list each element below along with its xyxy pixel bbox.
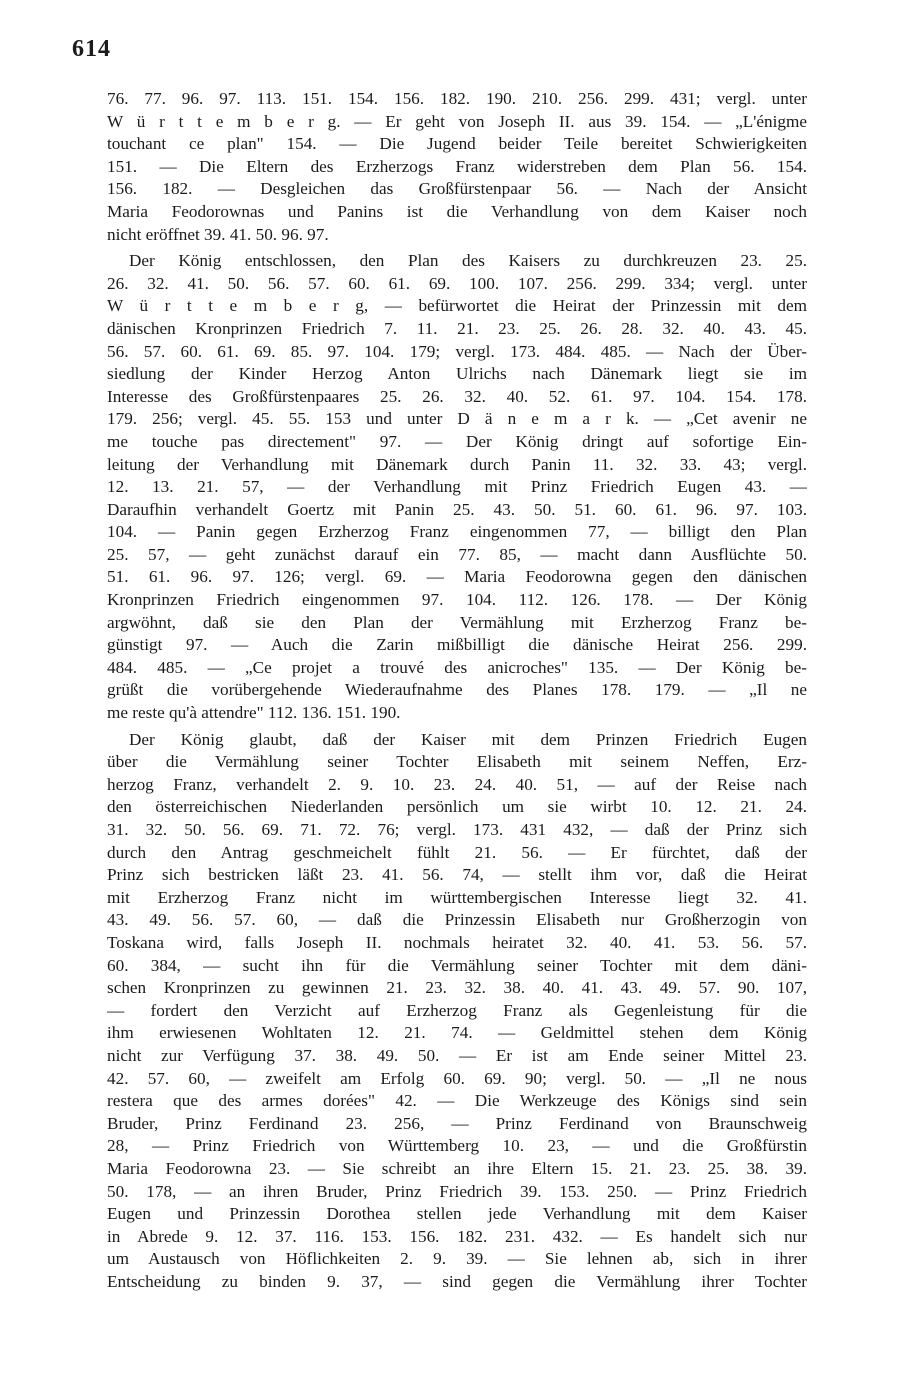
text-line: um Austausch von Höflichkeiten 2. 9. 39. — Sie lehnen ab, sich in ihrer xyxy=(107,1249,807,1269)
text-line: Kronprinzen Friedrich eingenommen 97. 104. 112. 126. 178. — Der König xyxy=(107,590,807,610)
text-line: Toskana wird, falls Joseph II. nochmals heiratet 32. 40. 41. 53. 56. 57. xyxy=(107,932,807,952)
text-line: 60. 384, — sucht ihn für die Vermählung seiner Tochter mit dem däni- xyxy=(107,955,807,975)
text-line: den österreichischen Niederlanden persönlich um sie wirbt 10. 12. 21. 24. xyxy=(107,797,807,817)
text-line: 43. 49. 56. 57. 60, — daß die Prinzessin Elisabeth nur Großherzogin von xyxy=(107,910,807,930)
text-line: 76. 77. 96. 97. 113. 151. 154. 156. 182. 190. 210. 256. 299. 431; vergl. unter xyxy=(107,89,807,108)
paragraph xyxy=(107,729,807,1294)
text-line: durch den Antrag geschmeichelt fühlt 21. 56. — Er fürchtet, daß der xyxy=(107,842,807,862)
page-number: 614 xyxy=(72,36,111,62)
text-line: grüßt die vorübergehende Wiederaufnahme des Planes 178. 179. — „Il ne xyxy=(107,680,807,700)
text-line: in Abrede 9. 12. 37. 116. 153. 156. 182. 231. 432. — Es handelt sich nur xyxy=(107,1226,807,1246)
text-line: W ü r t t e m b e r g, — befürwortet die Heirat der Prinzessin mit dem xyxy=(107,296,807,316)
text-line: 151. — Die Eltern des Erzherzogs Franz widerstreben dem Plan 56. 154. xyxy=(107,156,807,176)
text-line: 179. 256; vergl. 45. 55. 153 und unter D ä n e m a r k. — „Cet avenir ne xyxy=(107,409,807,429)
text-line: Interesse des Großfürstenpaares 25. 26. 32. 40. 52. 61. 97. 104. 154. 178. xyxy=(107,386,807,406)
text-line: Eugen und Prinzessin Dorothea stellen jede Verhandlung mit dem Kaiser xyxy=(107,1204,807,1224)
text-line: herzog Franz, verhandelt 2. 9. 10. 23. 24. 40. 51, — auf der Reise nach xyxy=(107,774,807,794)
text-line: 484. 485. — „Ce projet a trouvé des anicroches" 135. — Der König be- xyxy=(107,657,807,677)
text-line: 156. 182. — Desgleichen das Großfürstenpaar 56. — Nach der Ansicht xyxy=(107,179,807,199)
text-line: ihm erwiesenen Wohltaten 12. 21. 74. — Geldmittel stehen dem König xyxy=(107,1023,807,1043)
index-text xyxy=(107,88,807,1293)
text-line: nicht eröffnet 39. 41. 50. 96. 97. xyxy=(107,224,329,244)
text-line: me touche pas directement" 97. — Der König dringt auf sofortige Ein- xyxy=(107,431,807,451)
text-line: argwöhnt, daß sie den Plan der Vermählung mit Erzherzog Franz be- xyxy=(107,612,807,632)
text-line: 28, — Prinz Friedrich von Württemberg 10. 23, — und die Großfürstin xyxy=(107,1136,807,1156)
text-line: Daraufhin verhandelt Goertz mit Panin 25. 43. 50. 51. 60. 61. 96. 97. 103. xyxy=(107,499,807,519)
text-line: schen Kronprinzen zu gewinnen 21. 23. 32. 38. 40. 41. 43. 49. 57. 90. 107, xyxy=(107,978,807,998)
text-line: Der König entschlossen, den Plan des Kaisers zu durchkreuzen 23. 25. xyxy=(129,251,807,271)
text-line: Der König glaubt, daß der Kaiser mit dem Prinzen Friedrich Eugen xyxy=(129,729,807,749)
text-line: 25. 57, — geht zunächst darauf ein 77. 85, — macht dann Ausflüchte 50. xyxy=(107,544,807,564)
text-line: 42. 57. 60, — zweifelt am Erfolg 60. 69. 90; vergl. 50. — „Il ne nous xyxy=(107,1068,807,1088)
text-line: Maria Feodorownas und Panins ist die Verhandlung von dem Kaiser noch xyxy=(107,201,807,221)
text-line: günstigt 97. — Auch die Zarin mißbilligt die dänische Heirat 256. 299. xyxy=(107,635,807,655)
text-line: siedlung der Kinder Herzog Anton Ulrichs nach Dänemark liegt sie im xyxy=(107,364,807,384)
text-line: 51. 61. 96. 97. 126; vergl. 69. — Maria Feodorowna gegen den dänischen xyxy=(107,567,807,587)
text-line: — fordert den Verzicht auf Erzherzog Franz als Gegenleistung für die xyxy=(107,1000,807,1020)
text-line: Entscheidung zu binden 9. 37, — sind gegen die Vermählung ihrer Tochter xyxy=(107,1271,807,1291)
text-line: Prinz sich bestricken läßt 23. 41. 56. 74, — stellt ihm vor, daß die Heirat xyxy=(107,865,807,885)
text-line: leitung der Verhandlung mit Dänemark durch Panin 11. 32. 33. 43; vergl. xyxy=(107,454,807,474)
text-line: 12. 13. 21. 57, — der Verhandlung mit Prinz Friedrich Eugen 43. — xyxy=(107,477,807,497)
text-line: Maria Feodorowna 23. — Sie schreibt an ihre Eltern 15. 21. 23. 25. 38. 39. xyxy=(107,1158,807,1178)
text-line: me reste qu'à attendre" 112. 136. 151. 190. xyxy=(107,703,401,723)
text-line: 31. 32. 50. 56. 69. 71. 72. 76; vergl. 173. 431 432, — daß der Prinz sich xyxy=(107,820,807,839)
text-line: restera que des armes dorées" 42. — Die Werkzeuge des Königs sind sein xyxy=(107,1091,807,1111)
text-line: touchant ce plan" 154. — Die Jugend beider Teile bereitet Schwierigkeiten xyxy=(107,134,807,154)
text-line: W ü r t t e m b e r g. — Er geht von Joseph II. aus 39. 154. — „L'énigme xyxy=(107,111,807,131)
text-line: 56. 57. 60. 61. 69. 85. 97. 104. 179; vergl. 173. 484. 485. — Nach der Über- xyxy=(107,341,807,361)
text-line: mit Erzherzog Franz nicht im württembergischen Interesse liegt 32. 41. xyxy=(107,887,807,907)
text-line: nicht zur Verfügung 37. 38. 49. 50. — Er ist am Ende seiner Mittel 23. xyxy=(107,1045,807,1065)
text-line: 50. 178, — an ihren Bruder, Prinz Friedrich 39. 153. 250. — Prinz Friedrich xyxy=(107,1181,807,1201)
text-line: dänischen Kronprinzen Friedrich 7. 11. 21. 23. 25. 26. 28. 32. 40. 43. 45. xyxy=(107,318,807,338)
paragraph xyxy=(107,250,807,724)
text-line: Bruder, Prinz Ferdinand 23. 256, — Prinz Ferdinand von Braunschweig xyxy=(107,1113,807,1133)
text-line: 104. — Panin gegen Erzherzog Franz eingenommen 77, — billigt den Plan xyxy=(107,522,807,542)
paragraph xyxy=(107,88,807,246)
text-line: über die Vermählung seiner Tochter Elisabeth mit seinem Neffen, Erz- xyxy=(107,752,807,772)
text-line: 26. 32. 41. 50. 56. 57. 60. 61. 69. 100. 107. 256. 299. 334; vergl. unter xyxy=(107,273,807,293)
